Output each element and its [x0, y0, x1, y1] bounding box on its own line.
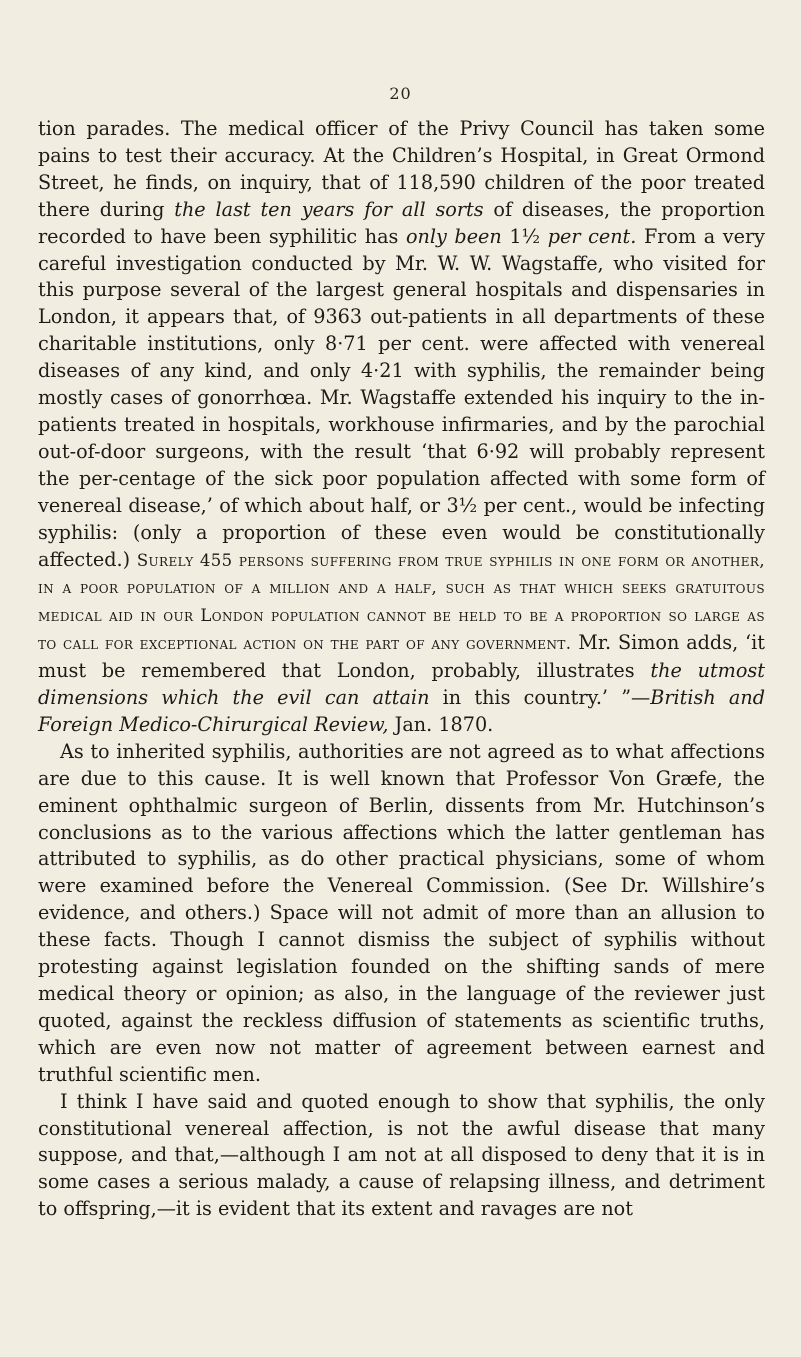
paragraph-1-emphasis-c: per cent. [547, 224, 637, 248]
paragraph-1-emphasis-a: the last ten years for all sorts [174, 197, 484, 221]
paragraph-1-text-g: Jan. 1870. [388, 712, 494, 736]
page-number: 20 [389, 84, 412, 103]
paragraph-1-text-a: tion parades. The medical officer of the Privy Council has taken some pains to test their accuracy. At the Children’s Hospital, in Great Ormond Street, he finds, on inquiry, that of 118,590 children of the poor treated there during [38, 117, 765, 221]
paragraph-1 [38, 116, 765, 739]
paragraph-1-text-c: 1½ [501, 224, 548, 248]
paragraph-1-emphasis-d: the utmost dimensions which the evil can attain [38, 659, 765, 710]
paragraph-1-text-b: of diseases, the proportion recorded to have been syphilitic has [38, 197, 765, 248]
paragraph-3: I think I have said and quoted enough to show that syphilis, the only constitutional venereal affection, is not the awful disease that many suppose, and that,—although I am not at all disposed to deny that it is in some cases a serious malady, a cause of relapsing illness, and detriment to offspring,—it is evident that its extent and ravages are not [38, 1089, 765, 1221]
body-text [38, 116, 765, 1223]
paragraph-1-citation: British and Foreign Medico-Chirurgical Review, [38, 686, 765, 736]
paragraph-1-text-f: in this country.’ ”— [429, 686, 651, 710]
paragraph-1-emphasis-b: only been [405, 224, 502, 248]
paragraph-1-text-d: From a very careful investigation conducted by Mr. W. W. Wagstaffe, who visited for this purpose several of the largest general hospitals and dispensaries in London, it appears that, of 9363 out-patients in all departments of these charitable institutions, only 8·71 per cent. were affected with venereal diseases of any kind, and only 4·21 with syphilis, the remainder being mostly cases of gonorrhœa. Mr. Wagstaffe extended his inquiry to the in-patients treated in hospitals, workhouse infirmaries, and by the parochial out-of-door surgeons, with the result ‘that 6·92 will probably represent the per-centage of the sick poor population affected with some form of venereal disease,’ of which about half, or 3½ per cent., would be infecting syphilis: (only a proportion of these even would be constitutionally affected.) [38, 224, 765, 571]
paragraph-1-text-e: Mr. Simon adds, ‘it must be remembered that London, probably, illustrates [38, 631, 765, 683]
paragraph-1-small-caps: Surely 455 persons suffering from true syphilis in one form or another, in a poor population of a million and a half, such as that which seeks gratuitous medical aid in our London population cannot be held to be a proportion so large as to call for exceptional action on the part of any government. [38, 550, 765, 654]
paragraph-2: As to inherited syphilis, authorities are not agreed as to what affections are due to this cause. It is well known that Professor Von Græfe, the eminent ophthalmic surgeon of Berlin, dissents from Mr. Hutchinson’s conclusions as to the various affections which the latter gentleman has attributed to syphilis, as do other practical physicians, some of whom were examined before the Venereal Commission. (See Dr. Willshire’s evidence, and others.) Space will not admit of more than an allusion to these facts. Though I cannot dismiss the subject of syphilis without protesting against legislation founded on the shifting sands of mere medical theory or opinion; as also, in the language of the reviewer just quoted, against the reckless diffusion of statements as scientific truths, which are even now not matter of agreement between earnest and truthful scientific men. [38, 739, 765, 1086]
